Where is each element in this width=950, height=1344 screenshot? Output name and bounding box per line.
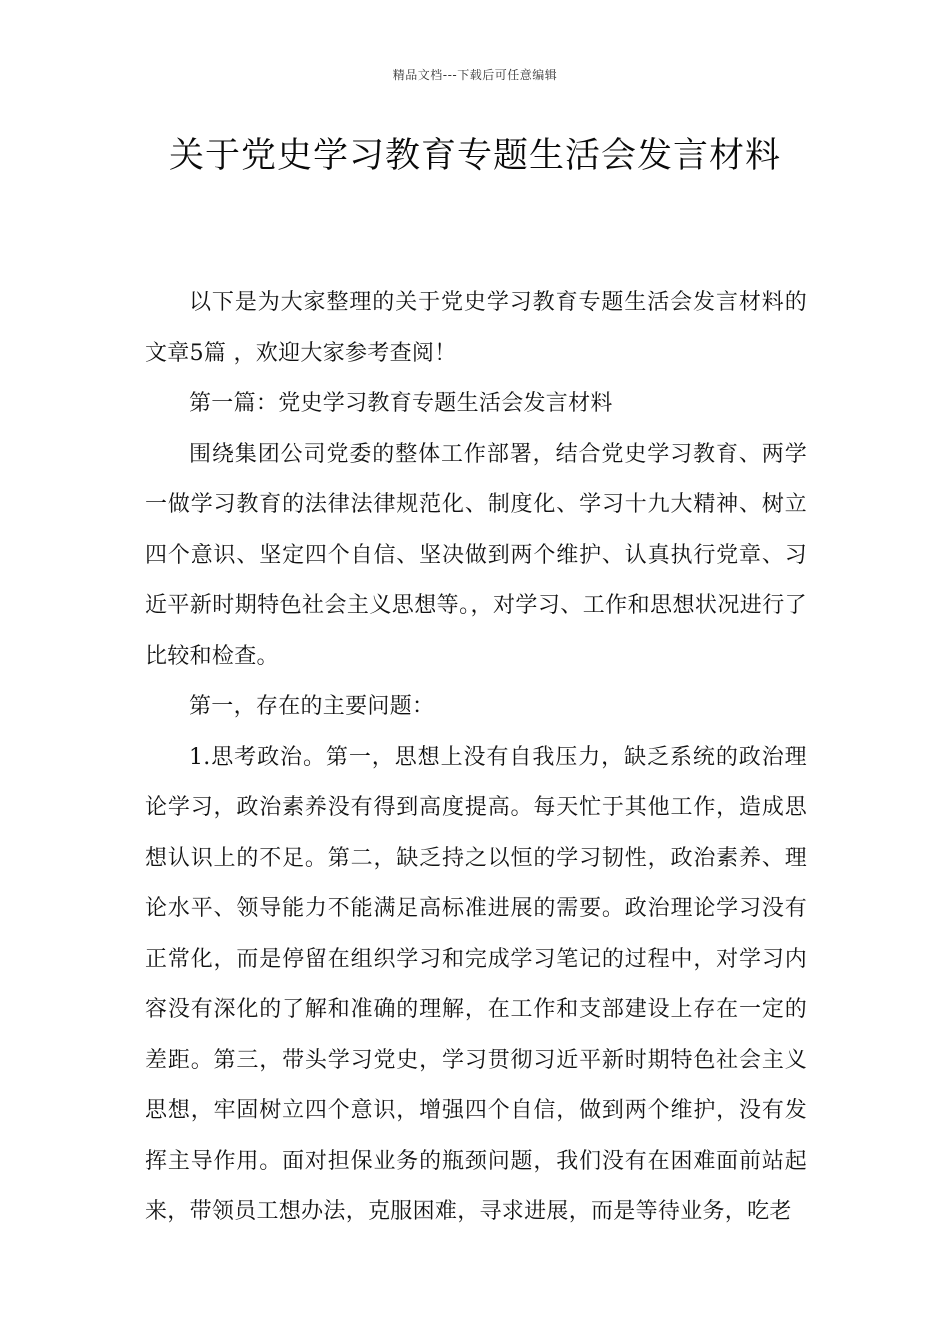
intro-paragraph: 以下是为大家整理的关于党史学习教育专题生活会发言材料的文章5篇 ，欢迎大家参考查阅！	[145, 290, 807, 366]
section-heading-first-article: 第一篇：党史学习教育专题生活会发言材料	[189, 391, 613, 416]
body-paragraph: 1.思考政治。第一，思想上没有自我压力，缺乏系统的政治理论学习，政治素养没有得到高度提高。每天忙于其他工作，造成思想认识上的不足。第二，缺乏持之以恒的学习韧性，政治素养、理论水平、领导能力不能满足高标准进展的需要。政治理论学习没有正常化，而是停留在组织学习和完成学习笔记的过程中，对学习内容没有深化的了解和准确的理解，在工作和支部建设上存在一定的差距。第三，带头学习党史，学习贯彻习近平新时期特色社会主义思想，牢固树立四个意识，增强四个自信，做到两个维护，没有发挥主导作用。面对担保业务的瓶颈问题，我们没有在困难面前站起来，带领员工想办法，克服困难，寻求进展，而是等待业务，吃老	[145, 744, 807, 1224]
document-body	[145, 278, 807, 1238]
body-paragraph: 围绕集团公司党委的整体工作部署，结合党史学习教育、两学一做学习教育的法律法律规范化、制度化、学习十九大精神、树立四个意识、坚定四个自信、坚决做到两个维护、认真执行党章、习近平新时期特色社会主义思想等。，对学习、工作和思想状况进行了比较和检查。	[145, 441, 807, 669]
document-title: 关于党史学习教育专题生活会发言材料	[168, 136, 781, 176]
subsection-heading-main-problems: 第一，存在的主要问题：	[189, 694, 435, 719]
page-header-watermark: 精品文档---下载后可任意编辑	[392, 68, 558, 82]
